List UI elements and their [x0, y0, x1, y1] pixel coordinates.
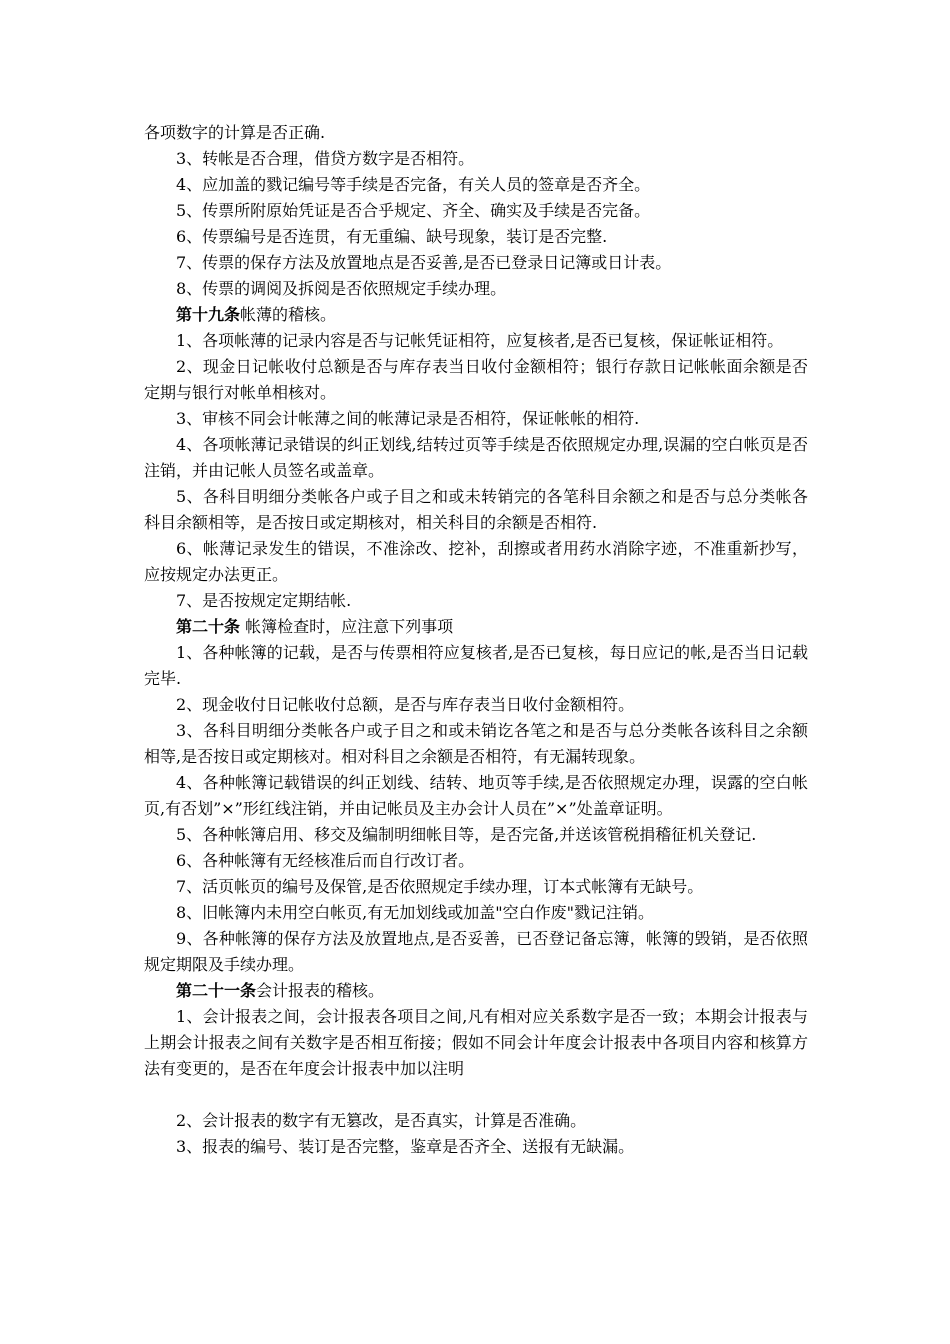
article-20-item: 7、活页帐页的编号及保管,是否依照规定手续办理，订本式帐簿有无缺号。: [176, 877, 704, 896]
article-20-item: 6、各种帐簿有无经核准后而自行改订者。: [176, 851, 475, 870]
document-page: [144, 120, 808, 1160]
article-21-title: 第二十一条: [176, 981, 257, 1000]
article-20-item: 1、各种帐簿的记载，是否与传票相符应复核者,是否已复核，每日应记的帐,是否当日记载完毕.: [144, 643, 808, 688]
paragraph-item-8: 8、传票的调阅及拆阅是否依照规定手续办理。: [176, 279, 507, 298]
article-19-item: 7、是否按规定定期结帐.: [176, 591, 352, 610]
paragraph-item-4: 4、应加盖的戮记编号等手续是否完备，有关人员的签章是否齐全。: [176, 175, 651, 194]
paragraph-item-5: 5、传票所附原始凭证是否合乎规定、齐全、确实及手续是否完备。: [176, 201, 651, 220]
paragraph-item-3: 3、转帐是否合理，借贷方数字是否相符。: [176, 149, 475, 168]
article-21-item: 1、会计报表之间，会计报表各项目之间,凡有相对应关系数字是否一致；本期会计报表与上期会计报表之间有关数字是否相互衔接；假如不同会计年度会计报表中各项目内容和核算方法有变更的，是否在年度会计报表中加以注明: [144, 1007, 808, 1078]
article-20-item: 3、各科目明细分类帐各户或子目之和或未销讫各笔之和是否与总分类帐各该科目之余额相等,是否按日或定期核对。相对科目之余额是否相符，有无漏转现象。: [144, 721, 808, 766]
article-19-item: 4、各项帐薄记录错误的纠正划线,结转过页等手续是否依照规定办理,误漏的空白帐页是否注销，并由记帐人员签名或盖章。: [144, 435, 808, 480]
paragraph-continuation: 各项数字的计算是否正确.: [144, 123, 326, 142]
article-20-item: 9、各种帐簿的保存方法及放置地点,是否妥善，已否登记备忘簿，帐簿的毁销，是否依照规定期限及手续办理。: [144, 929, 808, 974]
article-19-title: 第十九条: [176, 305, 241, 324]
article-20-item: 2、现金收付日记帐收付总额，是否与库存表当日收付金额相符。: [176, 695, 635, 714]
article-20-heading: [144, 614, 808, 640]
paragraph-item-6: 6、传票编号是否连贯，有无重编、缺号现象，装订是否完整.: [176, 227, 608, 246]
article-19-item: 3、审核不同会计帐薄之间的帐薄记录是否相符，保证帐帐的相符.: [176, 409, 640, 428]
article-19-heading: [144, 302, 808, 328]
blank-line: [144, 1082, 808, 1108]
article-21-heading: [144, 978, 808, 1004]
article-21-item: 3、报表的编号、装订是否完整，鉴章是否齐全、送报有无缺漏。: [176, 1137, 635, 1156]
article-20-item: 8、旧帐簿内未用空白帐页,有无加划线或加盖"空白作废"戮记注销。: [176, 903, 654, 922]
paragraph-item-7: 7、传票的保存方法及放置地点是否妥善,是否已登录日记簿或日计表。: [176, 253, 672, 272]
article-21-text: 会计报表的稽核。: [256, 981, 385, 1000]
article-21-item: 2、会计报表的数字有无篡改，是否真实，计算是否准确。: [176, 1111, 587, 1130]
article-20-item: 5、各种帐簿启用、移交及编制明细帐目等，是否完备,并送该管税捐稽征机关登记.: [176, 825, 757, 844]
article-20-title: 第二十条: [176, 617, 241, 636]
article-19-item: 1、各项帐薄的记录内容是否与记帐凭证相符，应复核者,是否已复核，保证帐证相符。: [176, 331, 784, 350]
article-19-text: 帐薄的稽核。: [240, 305, 337, 324]
article-20-text: 帐簿检查时，应注意下列事项: [240, 617, 454, 636]
article-19-item: 5、各科目明细分类帐各户或子目之和或未转销完的各笔科目余额之和是否与总分类帐各科目余额相等，是否按日或定期核对，相关科目的余额是否相符.: [144, 487, 808, 532]
article-19-item: 2、现金日记帐收付总额是否与库存表当日收付金额相符；银行存款日记帐帐面余额是否定期与银行对帐单相核对。: [144, 357, 808, 402]
article-20-item: 4、各种帐簿记载错误的纠正划线、结转、地页等手续,是否依照规定办理，误露的空白帐页,有否划”×”形红线注销，并由记帐员及主办会计人员在”×”处盖章证明。: [144, 773, 808, 818]
article-19-item: 6、帐薄记录发生的错误，不准涂改、挖补，刮擦或者用药水消除字迹，不准重新抄写，应按规定办法更正。: [144, 539, 808, 584]
